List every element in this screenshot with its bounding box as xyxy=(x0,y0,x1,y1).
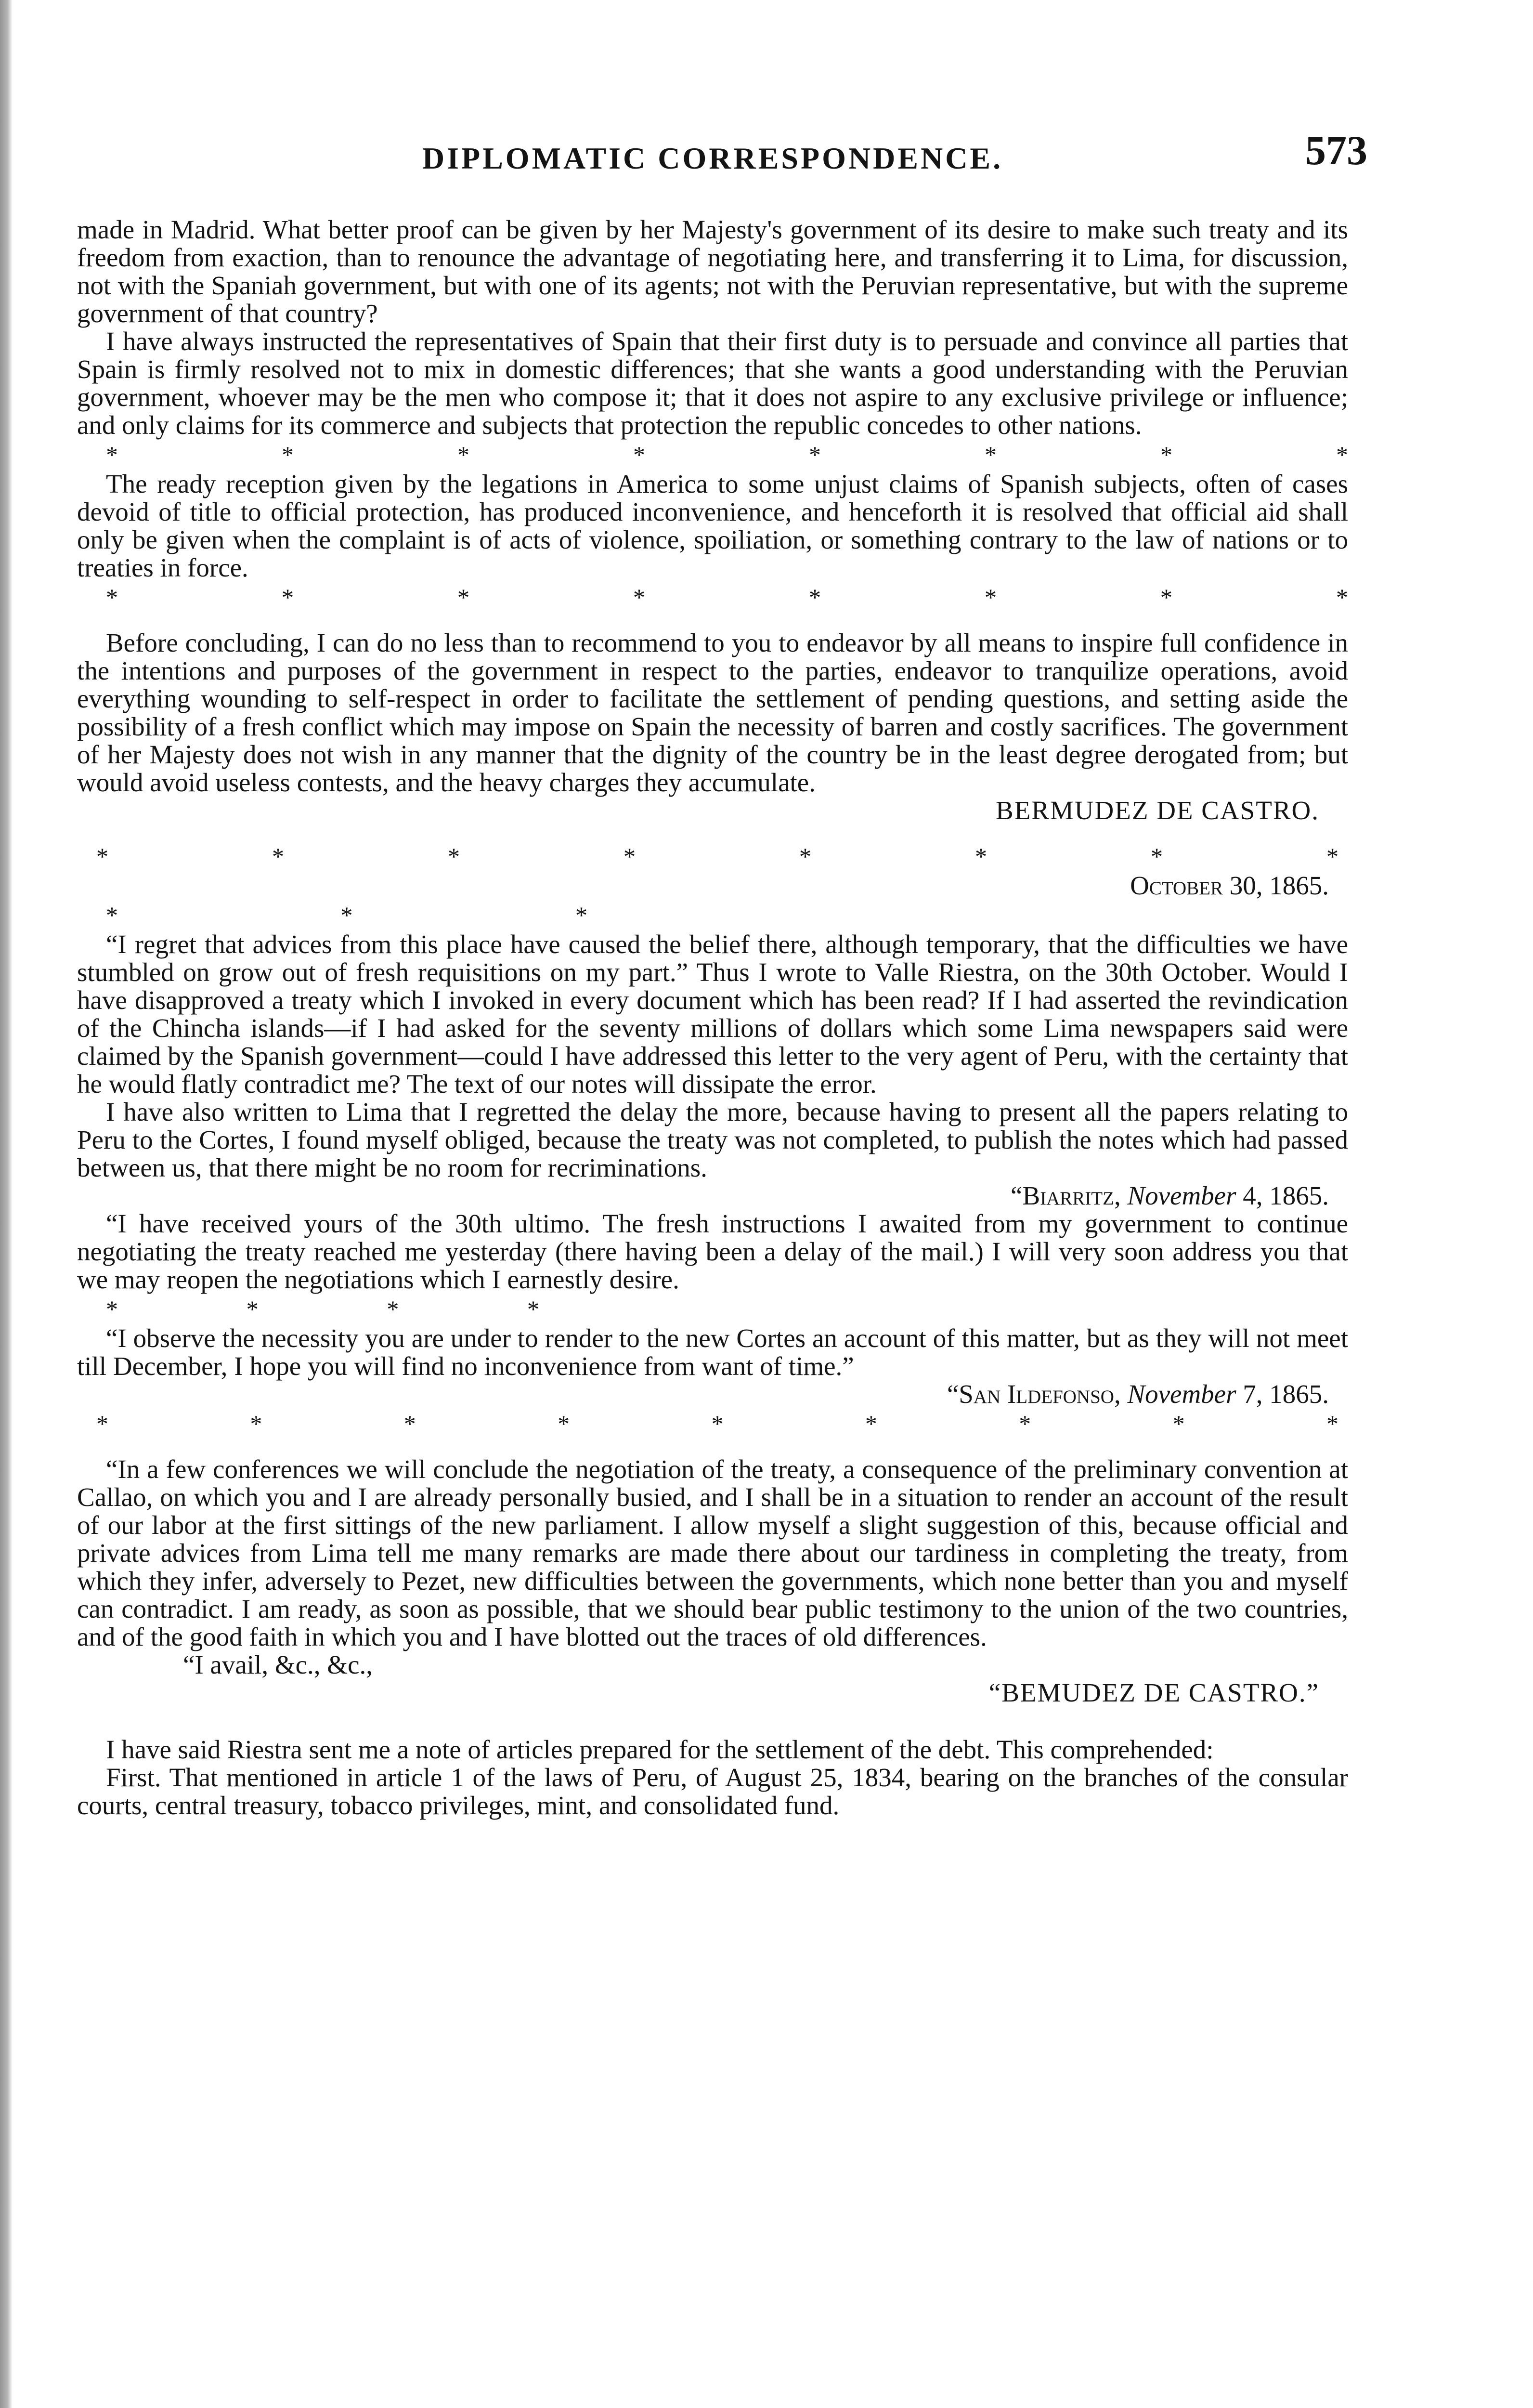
dateline xyxy=(77,1380,1348,1408)
page-header xyxy=(77,126,1367,184)
paragraph: “I avail, &c., &c., xyxy=(183,1650,373,1679)
page-body xyxy=(77,216,1348,1819)
paragraph: “I observe the necessity you are under to render to the new Cortes an account of this matter, but as they will not meet till December, I hope you will find no inconvenience from want of time.” xyxy=(77,1323,1348,1381)
ellipsis-stars: * * * * * * * * * xyxy=(96,1410,1338,1437)
ellipsis-stars: * * * * xyxy=(106,1296,539,1322)
scan-edge-shadow xyxy=(0,0,13,2408)
running-head: DIPLOMATIC CORRESPONDENCE. xyxy=(422,141,1003,175)
paragraph: Before concluding, I can do no less than to recommend to you to endeavor by all means to inspire full confidence in the intentions and purposes of the government in respect to the parties, endeavor to tranquilize operations, avoid everything wounding to self-respect in order to facilitate the settlement of pending questions, and setting aside the possibility of a fresh conflict which may impose on Spain the necessity of barren and costly sacrifices. The government of her Majesty does not wish in any manner that the dignity of the country be in the least degree derogated from; but would avoid useless contests, and the heavy charges they accumulate. xyxy=(77,628,1348,797)
ellipsis-stars: * * * * * * * * xyxy=(106,584,1348,611)
dateline-day-year: 4, 1865. xyxy=(1243,1181,1329,1210)
dateline: October 30, 1865. xyxy=(1130,871,1329,900)
paragraph: I have said Riestra sent me a note of articles prepared for the settlement of the debt. This comprehended: xyxy=(106,1735,1214,1764)
paragraph: “I have received yours of the 30th ultimo. The fresh instructions I awaited from my government to continue negotiating the treaty reached me yesterday (there having been a delay of the mail.) I will very soon address you that we may reopen the negotiations which I earnestly desire. xyxy=(77,1209,1348,1294)
signature: BERMUDEZ DE CASTRO. xyxy=(995,796,1319,825)
dateline-place: “Biarritz, xyxy=(1011,1181,1121,1210)
ellipsis-stars: * * * * * * * * xyxy=(96,843,1338,870)
paragraph: “I regret that advices from this place have caused the belief there, although temporary, that the difficulties we have stumbled on grow out of fresh requisitions on my part.” Thus I wrote to Valle Riestra, on the 30th October. Would I have disapproved a treaty which I invoked in every document which has been read? If I had asserted the revindication of the Chincha islands—if I had asked for the seventy millions of dollars which some Lima newspapers said were claimed by the Spanish government—could I have addressed this letter to the very agent of Peru, with the certainty that he would flatly contradict me? The text of our notes will dissipate the error. xyxy=(77,929,1348,1099)
paragraph: The ready reception given by the legations in America to some unjust claims of Spanish subjects, often of cases devoid of title to official protection, has produced inconvenience, and henceforth it is resolved that official aid shall only be given when the complaint is of acts of violence, spoiliation, or something contrary to the law of nations or to treaties in force. xyxy=(77,469,1348,582)
paragraph: made in Madrid. What better proof can be given by her Majesty's government of its desire to make such treaty and its freedom from exaction, than to renounce the advantage of negotiating here, and transferring it to Lima, for discussion, not with the Spaniah government, but with one of its agents; not with the Peruvian representative, but with the supreme government of that country? xyxy=(77,215,1348,328)
paragraph: I have also written to Lima that I regretted the delay the more, because having to present all the papers relating to Peru to the Cortes, I found myself obliged, because the treaty was not completed, to publish the notes which had passed between us, that there might be no room for recriminations. xyxy=(77,1097,1348,1182)
paragraph: I have always instructed the representatives of Spain that their first duty is to persuade and convince all parties that Spain is firmly resolved not to mix in domestic differences; that she wants a good understanding with the Peruvian government, whoever may be the men who compose it; that it does not aspire to any exclusive privilege or influence; and only claims for its commerce and subjects that protection the republic concedes to other nations. xyxy=(77,327,1348,440)
signature: “BEMUDEZ DE CASTRO.” xyxy=(988,1678,1319,1707)
page-number: 573 xyxy=(1305,127,1367,173)
ellipsis-stars: * * * * * * * * xyxy=(106,441,1348,468)
dateline-day-year: 7, 1865. xyxy=(1243,1379,1329,1409)
dateline-month: November xyxy=(1127,1379,1236,1409)
paragraph: “In a few conferences we will conclude the negotiation of the treaty, a consequence of the preliminary convention at Callao, on which you and I are already personally busied, and I shall be in a situation to render an account of the result of our labor at the first sittings of the new parliament. I allow myself a slight suggestion of this, because official and private advices from Lima tell me many remarks are made there about our tardiness in completing the treaty, from which they infer, adversely to Pezet, new difficulties between the governments, which none better than you and myself can contradict. I am ready, as soon as possible, that we should bear public testimony to the union of the two countries, and of the good faith in which you and I have blotted out the traces of old differences. xyxy=(77,1454,1348,1651)
dateline-place: “San Ildefonso, xyxy=(947,1379,1121,1409)
dateline xyxy=(77,1182,1348,1210)
ellipsis-stars: * * * xyxy=(106,902,587,929)
paragraph: First. That mentioned in article 1 of the laws of Peru, of August 25, 1834, bearing on the branches of the consular courts, central treasury, tobacco privileges, mint, and consolidated fund. xyxy=(77,1763,1348,1820)
dateline-month: November xyxy=(1127,1181,1236,1210)
